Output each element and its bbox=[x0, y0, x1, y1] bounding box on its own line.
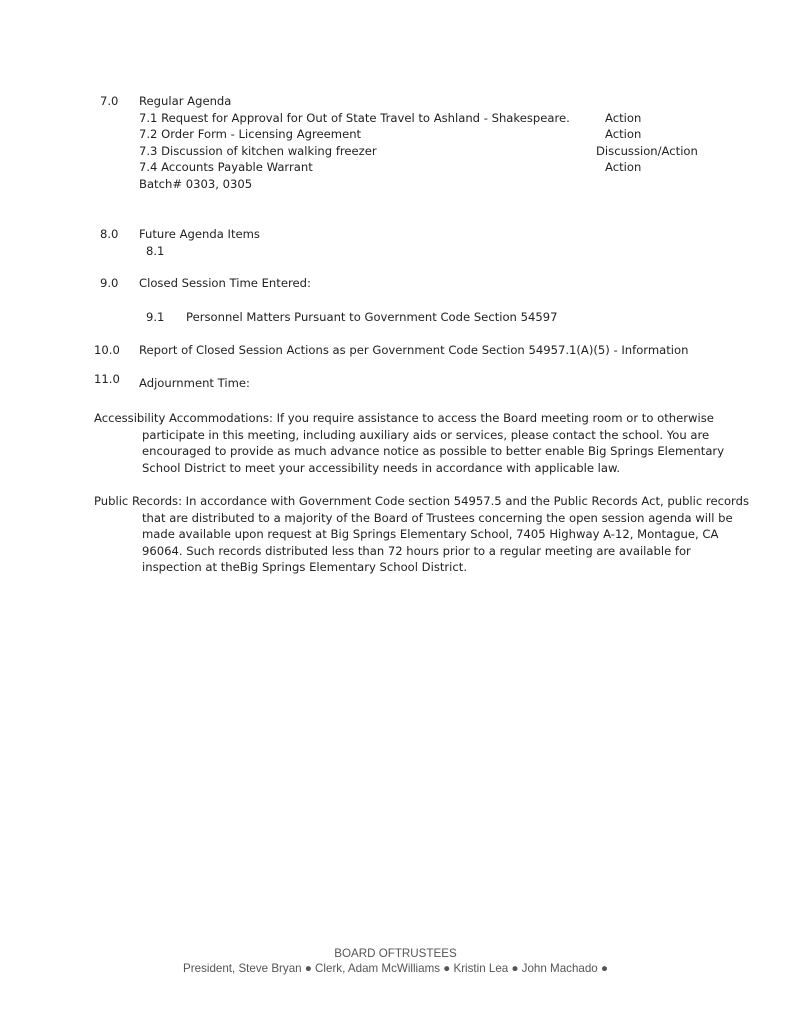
section-11-number: 11.0 bbox=[94, 372, 120, 386]
section-9-title: Closed Session Time Entered: bbox=[139, 276, 311, 290]
agenda-item-8-1: 8.1 bbox=[146, 244, 165, 258]
agenda-item-7-3-action: Discussion/Action bbox=[596, 144, 698, 158]
agenda-item-7-1: 7.1 Request for Approval for Out of State Travel to Ashland - Shakespeare. bbox=[139, 111, 570, 125]
section-7-title: Regular Agenda bbox=[139, 94, 232, 108]
section-7-number: 7.0 bbox=[100, 94, 119, 108]
agenda-item-7-4: 7.4 Accounts Payable Warrant bbox=[139, 160, 313, 174]
batch-numbers: Batch# 0303, 0305 bbox=[139, 177, 253, 191]
agenda-item-7-3: 7.3 Discussion of kitchen walking freezer bbox=[139, 144, 377, 158]
agenda-item-7-2: 7.2 Order Form - Licensing Agreement bbox=[139, 127, 362, 141]
footer-board-members: President, Steve Bryan ● Clerk, Adam McWilliams ● Kristin Lea ● John Machado ● bbox=[183, 962, 608, 975]
section-8-title: Future Agenda Items bbox=[139, 227, 260, 241]
section-11-title: Adjournment Time: bbox=[139, 376, 250, 390]
footer-board-title: BOARD OFTRUSTEES bbox=[334, 947, 457, 960]
section-8-number: 8.0 bbox=[100, 227, 119, 241]
section-10-number: 10.0 bbox=[94, 343, 120, 357]
agenda-item-9-1-number: 9.1 bbox=[146, 310, 165, 324]
agenda-item-9-1: Personnel Matters Pursuant to Government Code Section 54597 bbox=[186, 310, 558, 324]
section-9-number: 9.0 bbox=[100, 276, 119, 290]
agenda-item-7-4-action: Action bbox=[605, 160, 642, 174]
section-10-title: Report of Closed Session Actions as per Government Code Section 54957.1(A)(5) - Information bbox=[139, 343, 689, 357]
agenda-item-7-2-action: Action bbox=[605, 127, 642, 141]
accessibility-notice: Accessibility Accommodations: If you require assistance to access the Board meeting room or to otherwise participate in this meeting, including auxiliary aids or services, please contact the school. You are encouraged to provide as much advance notice as possible to better enable Big Springs Elementary School District to meet your accessibility needs in accordance with applicable law. bbox=[94, 411, 725, 475]
public-records-notice: Public Records: In accordance with Government Code section 54957.5 and the Public Records Act, public records that are distributed to a majority of the Board of Trustees concerning the open session agenda will be made available upon request at Big Springs Elementary School, 7405 Highway A-12, Montague, CA 96064. Such records distributed less than 72 hours prior to a regular meeting are available for inspection at theBig Springs Elementary School District. bbox=[94, 494, 750, 575]
agenda-item-7-1-action: Action bbox=[605, 111, 642, 125]
